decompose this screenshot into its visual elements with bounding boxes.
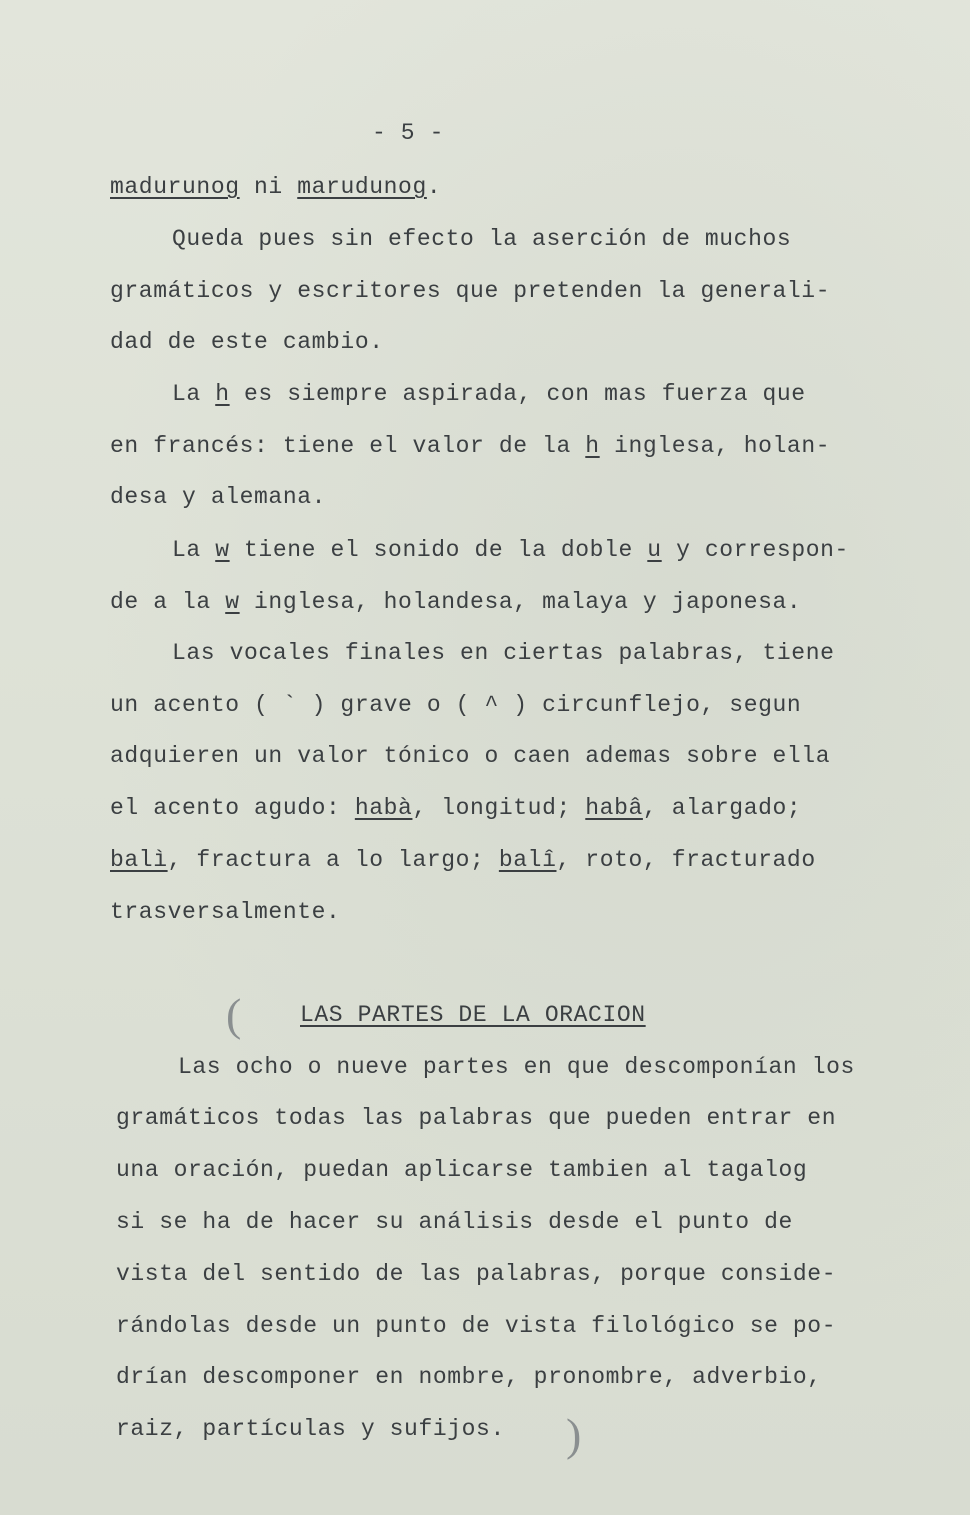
text-run: es siempre aspirada, con mas fuerza que: [229, 381, 806, 407]
text-line: raiz, partículas y sufijos.: [116, 1416, 505, 1442]
text-run: ni: [239, 174, 298, 200]
text-line: gramáticos todas las palabras que pueden entrar en: [116, 1105, 837, 1131]
text-line: vista del sentido de las palabras, porque conside-: [116, 1261, 837, 1287]
underlined-letter: h: [585, 433, 600, 459]
text-line: [110, 431, 830, 461]
page-number: - 5 -: [372, 120, 445, 146]
underlined-letter: w: [225, 589, 240, 615]
margin-bracket-open: (: [226, 989, 242, 1040]
underlined-word: madurunog: [110, 174, 240, 200]
text-line: [110, 587, 801, 617]
text-run: en francés: tiene el valor de la: [110, 433, 586, 459]
text-run: , longitud;: [412, 795, 586, 821]
text-line: una oración, puedan aplicarse tambien al tagalog: [116, 1157, 808, 1183]
text-run: , alargado;: [642, 795, 802, 821]
text-line: drían descomponer en nombre, pronombre, adverbio,: [116, 1364, 822, 1390]
underlined-letter: u: [647, 537, 662, 563]
text-line: [172, 535, 849, 565]
text-line: [110, 172, 441, 202]
underlined-letter: w: [215, 537, 230, 563]
text-line: Las vocales finales en ciertas palabras, tiene: [172, 640, 835, 666]
underlined-word: balì: [110, 847, 168, 873]
text-line: adquieren un valor tónico o caen ademas sobre ella: [110, 743, 831, 769]
text-line: dad de este cambio.: [110, 329, 384, 355]
underlined-letter: h: [215, 381, 230, 407]
text-run: el acento agudo:: [110, 795, 355, 821]
text-run: tiene el sonido de la doble: [229, 537, 648, 563]
margin-bracket-close: ): [566, 1409, 582, 1460]
text-line: si se ha de hacer su análisis desde el punto de: [116, 1209, 793, 1235]
underlined-word: habà: [354, 795, 413, 821]
text-line: Las ocho o nueve partes en que descomponían los: [178, 1054, 855, 1080]
text-line: rándolas desde un punto de vista filológico se po-: [116, 1313, 837, 1339]
text-line: gramáticos y escritores que pretenden la generali-: [110, 278, 831, 304]
text-line: [110, 793, 801, 823]
section-heading: LAS PARTES DE LA ORACION: [300, 1002, 646, 1028]
text-run: La: [172, 537, 216, 563]
text-run: .: [426, 174, 442, 200]
text-line: desa y alemana.: [110, 484, 327, 510]
text-line: [110, 845, 816, 875]
text-run: , roto, fracturado: [556, 847, 816, 873]
text-line: trasversalmente.: [110, 899, 341, 925]
underlined-word: marudunog: [297, 174, 427, 200]
text-run: inglesa, holan-: [599, 433, 831, 459]
text-line: [172, 379, 806, 409]
text-line: un acento ( ` ) grave o ( ^ ) circunflejo, segun: [110, 692, 802, 718]
text-run: , fractura a lo largo;: [167, 847, 499, 873]
text-line: Queda pues sin efecto la aserción de muchos: [172, 226, 792, 252]
text-run: La: [172, 381, 216, 407]
text-run: inglesa, holandesa, malaya y japonesa.: [239, 589, 802, 615]
underlined-word: habâ: [585, 795, 643, 821]
text-run: y correspon-: [661, 537, 849, 563]
text-run: de a la: [110, 589, 226, 615]
underlined-word: balî: [498, 847, 557, 873]
